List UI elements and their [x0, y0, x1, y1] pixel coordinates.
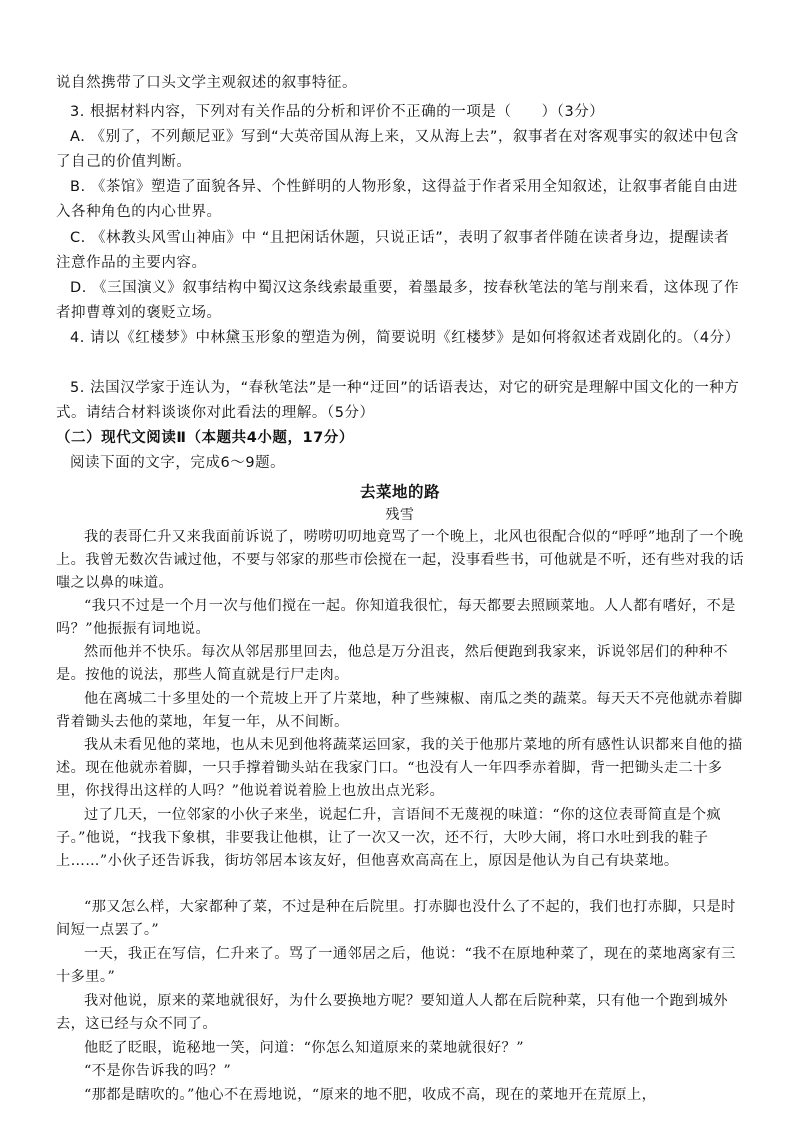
story-paragraph-1: 我的表哥仁升又来我面前诉说了，唠唠叨叨地竟骂了一个晚上，北风也很配合似的“呼呼”地刮了一个晚上。我曾无数次告诫过他，不要与邻家的那些市侩搅在一起，没事看些书，可他就是不听，还有些对我的话嗤之以鼻的味道。: [56, 529, 744, 592]
question-4: 4. 请以《红楼梦》中林黛玉形象的塑造为例，简要说明《红楼梦》是如何将叙述者戏剧化的。（4分）: [70, 330, 740, 346]
story-author: 残雪: [385, 507, 415, 523]
story-title: 去菜地的路: [359, 483, 440, 501]
story-paragraph-4: 他在离城二十多里处的一个荒坡上开了片菜地，种了些辣椒、南瓜之类的蔬菜。每天天不亮他就赤着脚背着锄头去他的菜地，年复一年，从不间断。: [56, 691, 743, 731]
story-paragraph-10: 他眨了眨眼，诡秘地一笑，问道：“你怎么知道原来的菜地就很好？”: [84, 1040, 524, 1056]
story-paragraph-2: “我只不过是一个月一次与他们搅在一起。你知道我很忙，每天都要去照顾菜地。人人都有嗜好，不是吗？”他振振有词地说。: [56, 598, 736, 638]
story-paragraph-9: 我对他说，原来的菜地就很好，为什么要换地方呢？要知道人人都在后院种菜，只有他一个跑到城外去，这已经与众不同了。: [56, 993, 729, 1033]
story-paragraph-7: “那又怎么样，大家都种了菜，不过是种在后院里。打赤脚也没什么了不起的，我们也打赤脚，只是时间短一点罢了。”: [56, 899, 736, 939]
question-3-option-a: A. 《别了，不列颠尼亚》写到“大英帝国从海上来，又从海上去”，叙事者在对客观事实的叙述中包含了自己的价值判断。: [56, 129, 739, 170]
question-3-option-d: D. 《三国演义》叙事结构中蜀汉这条线索最重要，着墨最多，按春秋笔法的笔与削来看，这体现了作者抑曹尊刘的褒贬立场。: [56, 280, 740, 321]
story-paragraph-8: 一天，我正在写信，仁升来了。骂了一通邻居之后，他说：“我不在原地种菜了，现在的菜地离家有三十多里。”: [56, 946, 736, 986]
story-paragraph-12: “那都是瞎吹的。”他心不在焉地说，“原来的地不肥，收成不高，现在的菜地开在荒原上，: [84, 1087, 657, 1103]
question-5: 5. 法国汉学家于连认为，“春秋笔法”是一种“迂回”的话语表达，对它的研究是理解中国文化的一种方式。请结合材料谈谈你对此看法的理解。（5分）: [56, 380, 740, 421]
story-paragraph-3: 然而他并不快乐。每次从邻居那里回去，他总是万分沮丧，然后便跑到我家来，诉说邻居们的种种不是。按他的说法，那些人简直就是行尸走肉。: [56, 644, 729, 684]
story-paragraph-11: “不是你告诉我的吗？”: [84, 1063, 232, 1079]
reading-instruction: 阅读下面的文字，完成6～9题。: [70, 455, 286, 471]
text-line-continuation: 说自然携带了口头文学主观叙述的叙事特征。: [56, 75, 357, 91]
question-3-option-c: C. 《林教头风雪山神庙》中 “且把闲话休题，只说正话”，表明了叙事者伴随在读者身边，提醒读者注意作品的主要内容。: [56, 230, 730, 271]
story-paragraph-5: 我从未看见他的菜地，也从未见到他将蔬菜运回家，我的关于他那片菜地的所有感性认识都来自他的描述。现在他就赤着脚，一只手撑着锄头站在我家门口。“也没有人一年四季赤着脚，背一把锄头走二十多里，你找得出这样的人吗？”他说着说着脸上也放出点光彩。: [56, 737, 743, 800]
question-3: 3. 根据材料内容，下列对有关作品的分析和评价不正确的一项是（ ）（3分）: [70, 104, 605, 120]
question-3-option-b: B. 《茶馆》塑造了面貌各异、个性鲜明的人物形象，这得益于作者采用全知叙述，让叙事者能自由进入各种角色的内心世界。: [56, 179, 738, 220]
story-paragraph-6: 过了几天，一位邻家的小伙子来坐，说起仁升，言语间不无蔑视的味道：“你的这位表哥简直是个疯子。”他说，“找我下象棋，非要我让他棋，让了一次又一次，还不行，大吵大闹，将口水吐到我的鞋子上……”小伙子还告诉我，街坊邻居本该友好，但他喜欢高高在上，原因是他认为自己有块菜地。: [56, 807, 722, 870]
section-heading: （二）现代文阅读Ⅱ（本题共4小题，17分）: [56, 430, 354, 446]
